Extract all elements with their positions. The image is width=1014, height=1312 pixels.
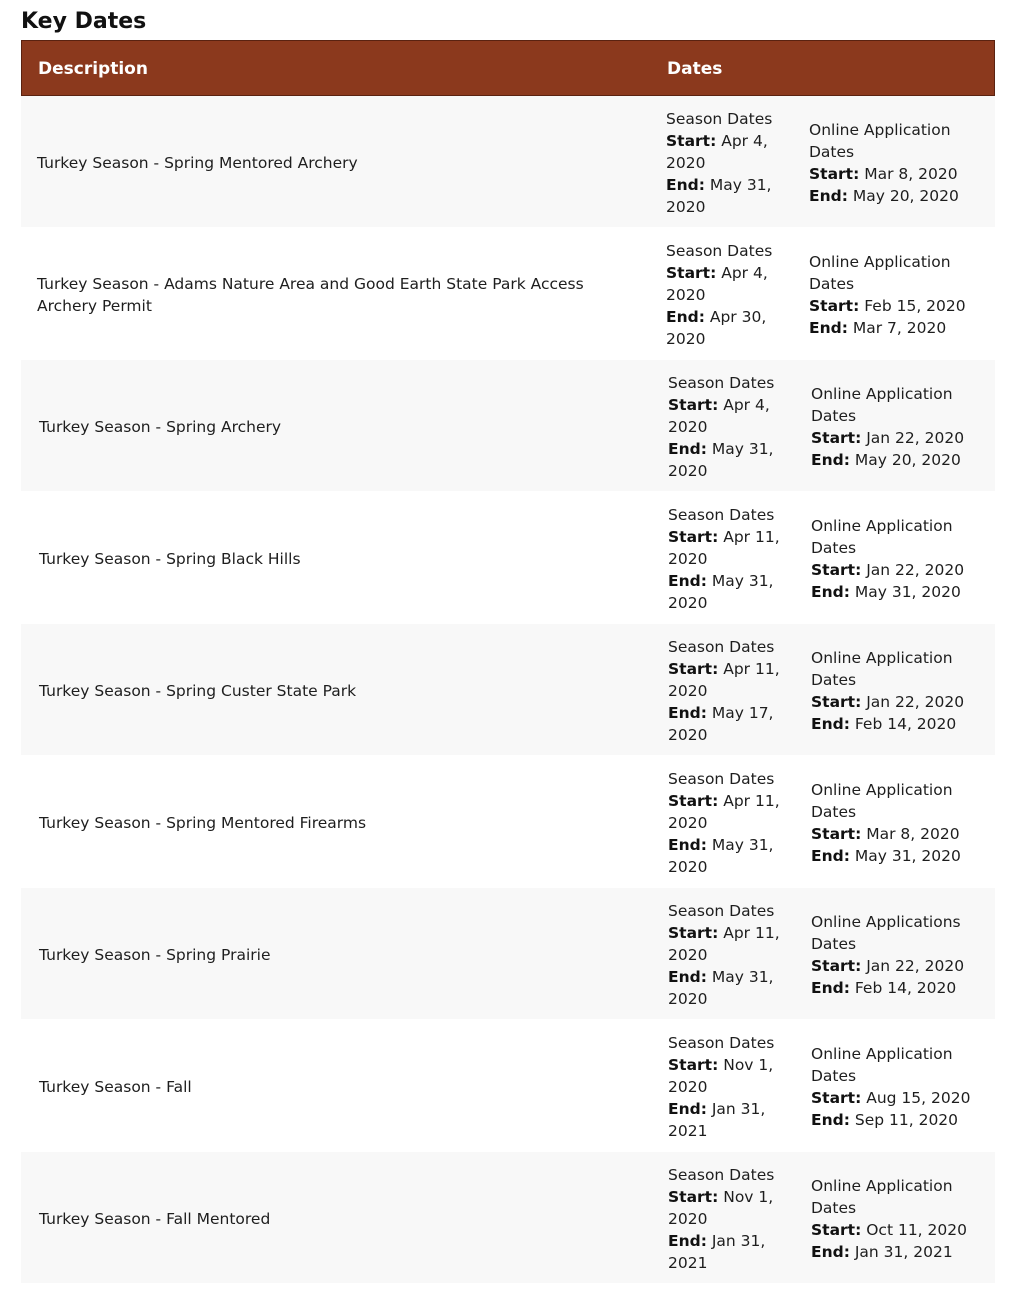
end-date-value: Sep 11, 2020 [854, 1111, 959, 1129]
start-date-value: Jan 22, 2020 [866, 957, 965, 975]
application-dates-title: Online Application Dates [811, 781, 953, 821]
application-dates-title: Online Application Dates [809, 253, 951, 293]
start-date-value: Apr 4, 2020 [666, 264, 768, 304]
row-description: Turkey Season - Fall [39, 1078, 192, 1096]
end-label: End: [811, 1111, 850, 1129]
end-date-value: May 17, 2020 [668, 704, 774, 744]
season-dates-end [668, 834, 788, 878]
application-dates-start [811, 691, 981, 713]
application-dates-start [811, 559, 981, 581]
application-dates-end [811, 449, 981, 471]
end-date-value: Feb 14, 2020 [854, 715, 957, 733]
table-row [21, 360, 995, 492]
season-dates [668, 1032, 788, 1142]
season-dates [668, 900, 788, 1010]
end-label: End: [809, 319, 848, 337]
season-dates-end [668, 570, 788, 614]
application-dates [811, 383, 981, 471]
season-dates-end [668, 702, 788, 746]
row-description: Turkey Season - Fall Mentored [39, 1210, 271, 1228]
start-label: Start: [668, 1056, 719, 1074]
application-dates-start [811, 823, 981, 845]
end-label: End: [811, 715, 850, 733]
end-date-value: Jan 31, 2021 [668, 1100, 766, 1140]
start-label: Start: [668, 1188, 719, 1206]
row-description: Turkey Season - Spring Prairie [39, 946, 271, 964]
start-label: Start: [809, 297, 860, 315]
start-date-value: Feb 15, 2020 [864, 297, 966, 315]
table-row [21, 624, 995, 756]
start-date-value: Mar 8, 2020 [864, 165, 958, 183]
end-date-value: Jan 31, 2021 [854, 1243, 953, 1261]
application-dates [811, 1043, 981, 1131]
end-label: End: [668, 1232, 707, 1250]
start-label: Start: [811, 825, 862, 843]
application-dates-title: Online Application Dates [811, 1045, 953, 1085]
application-dates-end [811, 1241, 981, 1263]
table-row [21, 96, 995, 228]
start-label: Start: [668, 660, 719, 678]
start-label: Start: [811, 1221, 862, 1239]
row-description: Turkey Season - Spring Archery [39, 418, 282, 436]
application-dates-start [811, 427, 981, 449]
season-dates-end [666, 306, 786, 350]
season-dates [666, 108, 786, 218]
season-dates-title: Season Dates [668, 1166, 775, 1184]
season-dates [668, 504, 788, 614]
key-dates-table [21, 40, 995, 1284]
start-label: Start: [668, 396, 719, 414]
start-label: Start: [668, 792, 719, 810]
end-date-value: Apr 30, 2020 [666, 308, 767, 348]
row-description: Turkey Season - Adams Nature Area and Good Earth State Park Access Archery Permit [37, 275, 584, 315]
season-dates-title: Season Dates [668, 902, 775, 920]
row-description: Turkey Season - Spring Custer State Park [39, 682, 357, 700]
end-date-value: Jan 31, 2021 [668, 1232, 766, 1272]
start-date-value: Jan 22, 2020 [866, 561, 965, 579]
application-dates-title: Online Application Dates [811, 517, 953, 557]
season-dates-title: Season Dates [668, 506, 775, 524]
application-dates-title: Online Application Dates [811, 649, 953, 689]
start-label: Start: [666, 264, 717, 282]
season-dates-title: Season Dates [668, 638, 775, 656]
end-label: End: [668, 572, 707, 590]
season-dates-end [666, 174, 786, 218]
application-dates-title: Online Applications Dates [811, 913, 961, 953]
end-date-value: May 31, 2020 [666, 176, 772, 216]
application-dates [811, 779, 981, 867]
application-dates-start [811, 1087, 981, 1109]
start-label: Start: [668, 528, 719, 546]
season-dates-start [666, 262, 786, 306]
application-dates [809, 119, 979, 207]
end-label: End: [666, 176, 705, 194]
table-row [21, 888, 995, 1020]
table-row [21, 492, 995, 624]
table-header [21, 40, 995, 96]
table-body [21, 96, 995, 1284]
end-label: End: [811, 583, 850, 601]
application-dates-start [811, 955, 981, 977]
start-label: Start: [811, 693, 862, 711]
end-label: End: [809, 187, 848, 205]
end-label: End: [668, 1100, 707, 1118]
start-label: Start: [811, 957, 862, 975]
application-dates [811, 911, 981, 999]
header-description: Description [38, 59, 148, 79]
end-date-value: May 31, 2020 [854, 583, 961, 601]
end-date-value: May 31, 2020 [668, 836, 774, 876]
start-date-value: Apr 11, 2020 [668, 924, 780, 964]
application-dates [811, 647, 981, 735]
row-description: Turkey Season - Spring Black Hills [39, 550, 301, 568]
end-date-value: May 31, 2020 [854, 847, 961, 865]
application-dates-title: Online Application Dates [811, 1177, 953, 1217]
start-date-value: Apr 4, 2020 [666, 132, 768, 172]
start-date-value: Oct 11, 2020 [866, 1221, 967, 1239]
end-label: End: [811, 451, 850, 469]
season-dates [668, 372, 788, 482]
start-label: Start: [811, 429, 862, 447]
application-dates [811, 1175, 981, 1263]
end-label: End: [668, 704, 707, 722]
table-row [21, 228, 995, 360]
application-dates [811, 515, 981, 603]
start-label: Start: [811, 1089, 862, 1107]
end-label: End: [811, 847, 850, 865]
application-dates-end [811, 845, 981, 867]
start-date-value: Nov 1, 2020 [668, 1056, 774, 1096]
season-dates-start [668, 526, 788, 570]
application-dates-end [811, 1109, 981, 1131]
end-date-value: May 20, 2020 [852, 187, 959, 205]
end-date-value: May 31, 2020 [668, 440, 774, 480]
row-description: Turkey Season - Spring Mentored Archery [37, 154, 358, 172]
season-dates [666, 240, 786, 350]
start-date-value: Aug 15, 2020 [866, 1089, 971, 1107]
start-date-value: Jan 22, 2020 [866, 693, 965, 711]
application-dates-end [809, 185, 979, 207]
start-label: Start: [666, 132, 717, 150]
application-dates-title: Online Application Dates [811, 385, 953, 425]
application-dates-start [809, 295, 979, 317]
start-label: Start: [809, 165, 860, 183]
start-label: Start: [668, 924, 719, 942]
season-dates-title: Season Dates [668, 374, 775, 392]
start-date-value: Mar 8, 2020 [866, 825, 960, 843]
season-dates-end [668, 1098, 788, 1142]
row-description: Turkey Season - Spring Mentored Firearms [39, 814, 367, 832]
season-dates [668, 768, 788, 878]
season-dates-start [668, 1054, 788, 1098]
season-dates-start [668, 1186, 788, 1230]
application-dates-start [809, 163, 979, 185]
page-title: Key Dates [21, 9, 147, 34]
end-date-value: Feb 14, 2020 [854, 979, 957, 997]
season-dates [668, 636, 788, 746]
start-date-value: Apr 11, 2020 [668, 660, 780, 700]
end-label: End: [811, 979, 850, 997]
season-dates-title: Season Dates [668, 1034, 775, 1052]
season-dates-end [668, 1230, 788, 1274]
season-dates-title: Season Dates [666, 242, 773, 260]
season-dates-start [668, 658, 788, 702]
start-date-value: Apr 4, 2020 [668, 396, 770, 436]
end-label: End: [668, 440, 707, 458]
season-dates-start [668, 922, 788, 966]
end-date-value: May 31, 2020 [668, 968, 774, 1008]
end-label: End: [666, 308, 705, 326]
season-dates-start [668, 790, 788, 834]
start-date-value: Apr 11, 2020 [668, 528, 780, 568]
season-dates-start [668, 394, 788, 438]
table-row [21, 756, 995, 888]
end-label: End: [668, 968, 707, 986]
end-date-value: May 20, 2020 [854, 451, 961, 469]
application-dates-end [809, 317, 979, 339]
season-dates-start [666, 130, 786, 174]
end-date-value: Mar 7, 2020 [852, 319, 947, 337]
end-date-value: May 31, 2020 [668, 572, 774, 612]
start-label: Start: [811, 561, 862, 579]
start-date-value: Nov 1, 2020 [668, 1188, 774, 1228]
end-label: End: [811, 1243, 850, 1261]
application-dates [809, 251, 979, 339]
season-dates-title: Season Dates [668, 770, 775, 788]
application-dates-start [811, 1219, 981, 1241]
season-dates-end [668, 438, 788, 482]
season-dates-title: Season Dates [666, 110, 773, 128]
table-row [21, 1020, 995, 1152]
table-row [21, 1152, 995, 1284]
application-dates-end [811, 977, 981, 999]
start-date-value: Jan 22, 2020 [866, 429, 965, 447]
header-dates: Dates [667, 59, 723, 79]
application-dates-end [811, 713, 981, 735]
end-label: End: [668, 836, 707, 854]
application-dates-end [811, 581, 981, 603]
start-date-value: Apr 11, 2020 [668, 792, 780, 832]
season-dates-end [668, 966, 788, 1010]
season-dates [668, 1164, 788, 1274]
application-dates-title: Online Application Dates [809, 121, 951, 161]
